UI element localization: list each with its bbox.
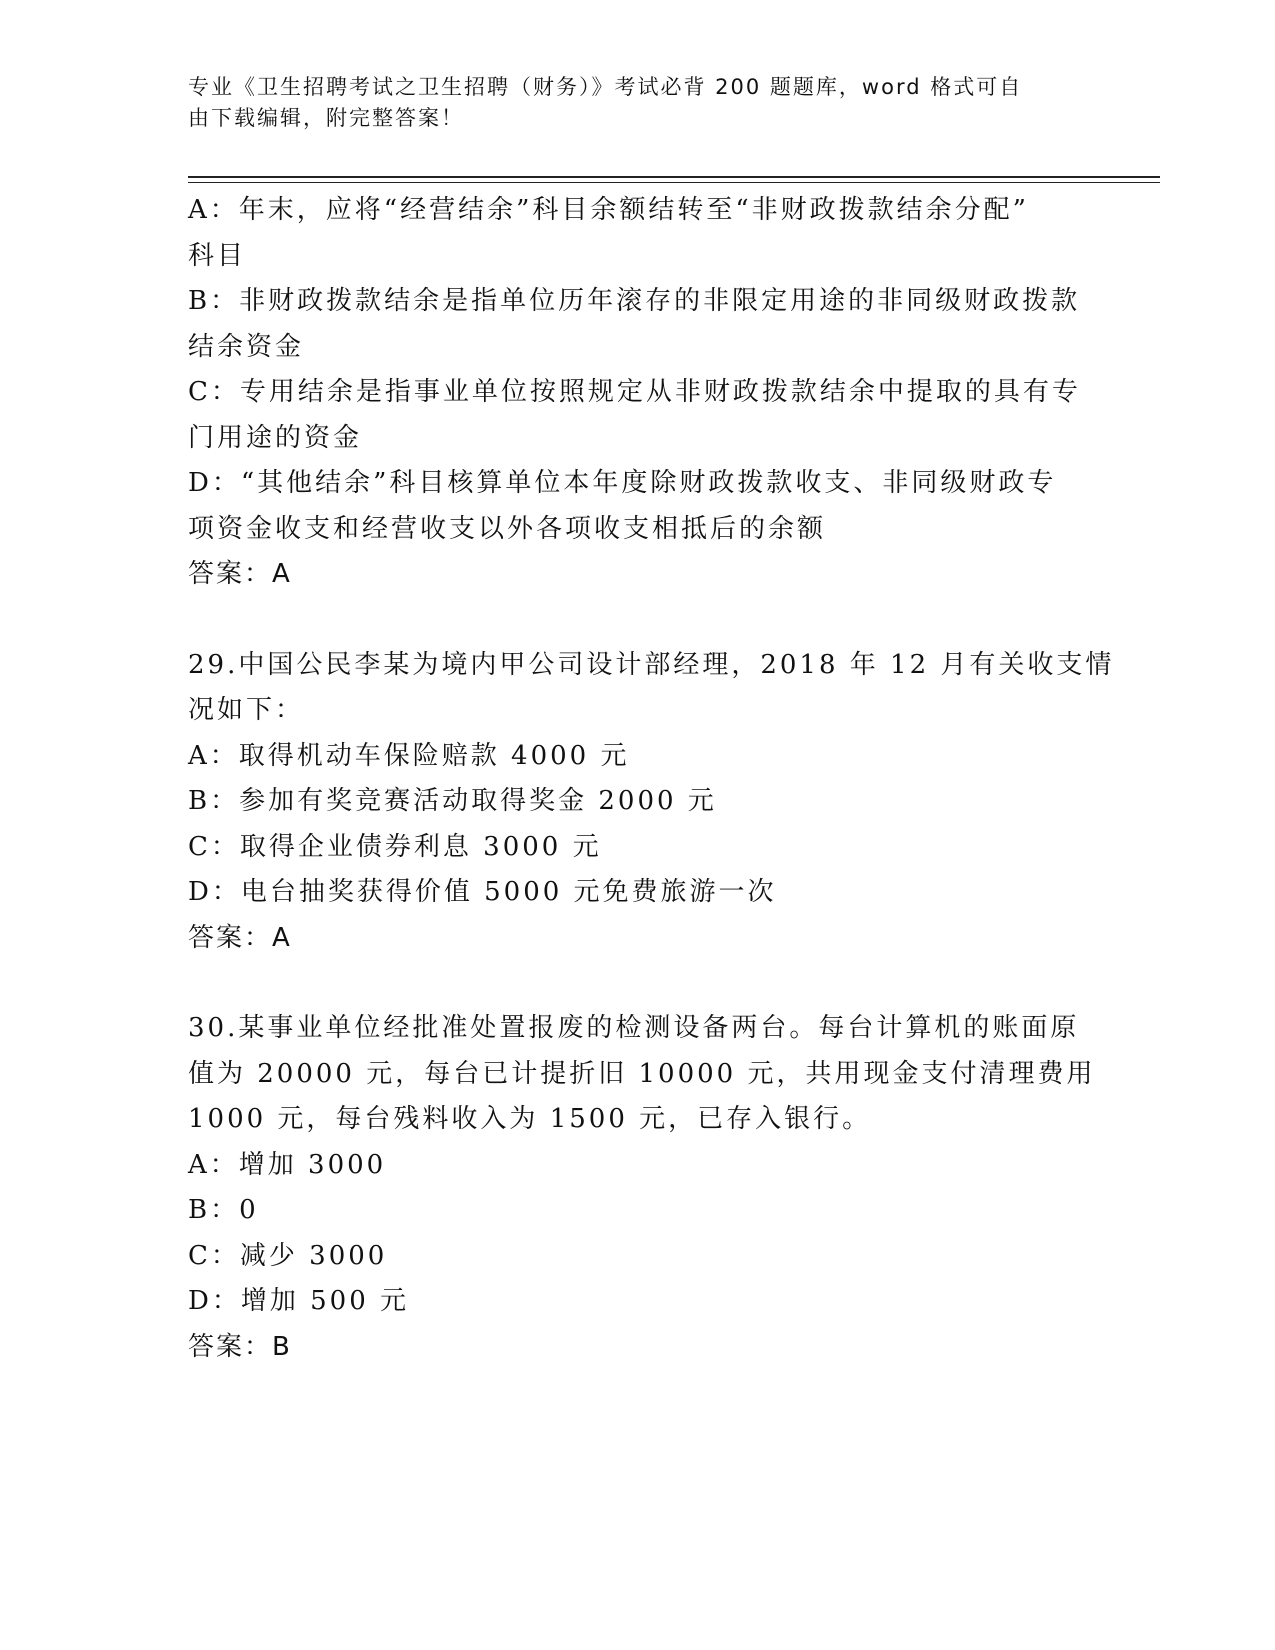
header-rule-thick xyxy=(188,176,1160,178)
option-d: D：电台抽奖获得价值 5000 元免费旅游一次 xyxy=(188,877,777,907)
question-30 xyxy=(188,1006,1096,1370)
option-a: A：增加 3000 xyxy=(188,1149,387,1180)
question-stem: 29.中国公民李某为境内甲公司设计部经理，2018 年 12 月有关收支情 xyxy=(188,649,1115,680)
header-line-1: 专业《卫生招聘考试之卫生招聘（财务）》考试必背 200 题题库，word 格式可自 xyxy=(188,75,1023,99)
option-d-continued: 项资金收支和经营收支以外各项收支相抵后的余额 xyxy=(188,513,827,544)
option-c: C：取得企业债券利息 3000 元 xyxy=(188,831,602,862)
header-rule-thin xyxy=(188,182,1160,183)
option-c: C：减少 3000 xyxy=(188,1240,388,1271)
header-line-2: 由下载编辑，附完整答案！ xyxy=(188,106,464,130)
option-a: A：年末，应将“经营结余”科目余额结转至“非财政拨款结余分配” xyxy=(188,195,1029,225)
question-stem-continued: 况如下： xyxy=(188,695,305,725)
option-b: B：参加有奖竞赛活动取得奖金 2000 元 xyxy=(188,786,717,816)
spacer xyxy=(188,961,1078,1006)
question-stem-continued: 1000 元，每台残料收入为 1500 元，已存入银行。 xyxy=(188,1104,872,1134)
option-b-continued: 结余资金 xyxy=(188,331,305,362)
option-a-continued: 科目 xyxy=(188,240,247,271)
question-28 xyxy=(188,188,1081,598)
option-c-continued: 门用途的资金 xyxy=(188,422,363,453)
answer: 答案：A xyxy=(188,559,292,589)
option-b: B：0 xyxy=(188,1195,259,1225)
question-stem-continued: 值为 20000 元，每台已计提折旧 10000 元，共用现金支付清理费用 xyxy=(188,1058,1096,1089)
option-d: D：“其他结余”科目核算单位本年度除财政拨款收支、非同级财政专 xyxy=(188,468,1057,498)
spacer xyxy=(188,598,1078,643)
answer: 答案：A xyxy=(188,922,292,953)
option-d: D：增加 500 元 xyxy=(188,1286,410,1316)
question-stem: 30.某事业单位经批准处置报废的检测设备两台。每台计算机的账面原 xyxy=(188,1013,1080,1043)
option-c: C：专用结余是指事业单位按照规定从非财政拨款结余中提取的具有专 xyxy=(188,377,1081,407)
option-a: A：取得机动车保险赔款 4000 元 xyxy=(188,740,630,771)
answer: 答案：B xyxy=(188,1331,292,1362)
document-header xyxy=(188,72,1068,134)
option-b: B：非财政拨款结余是指单位历年滚存的非限定用途的非同级财政拨款 xyxy=(188,286,1081,316)
question-content xyxy=(188,188,1115,1370)
question-29 xyxy=(188,643,1115,962)
